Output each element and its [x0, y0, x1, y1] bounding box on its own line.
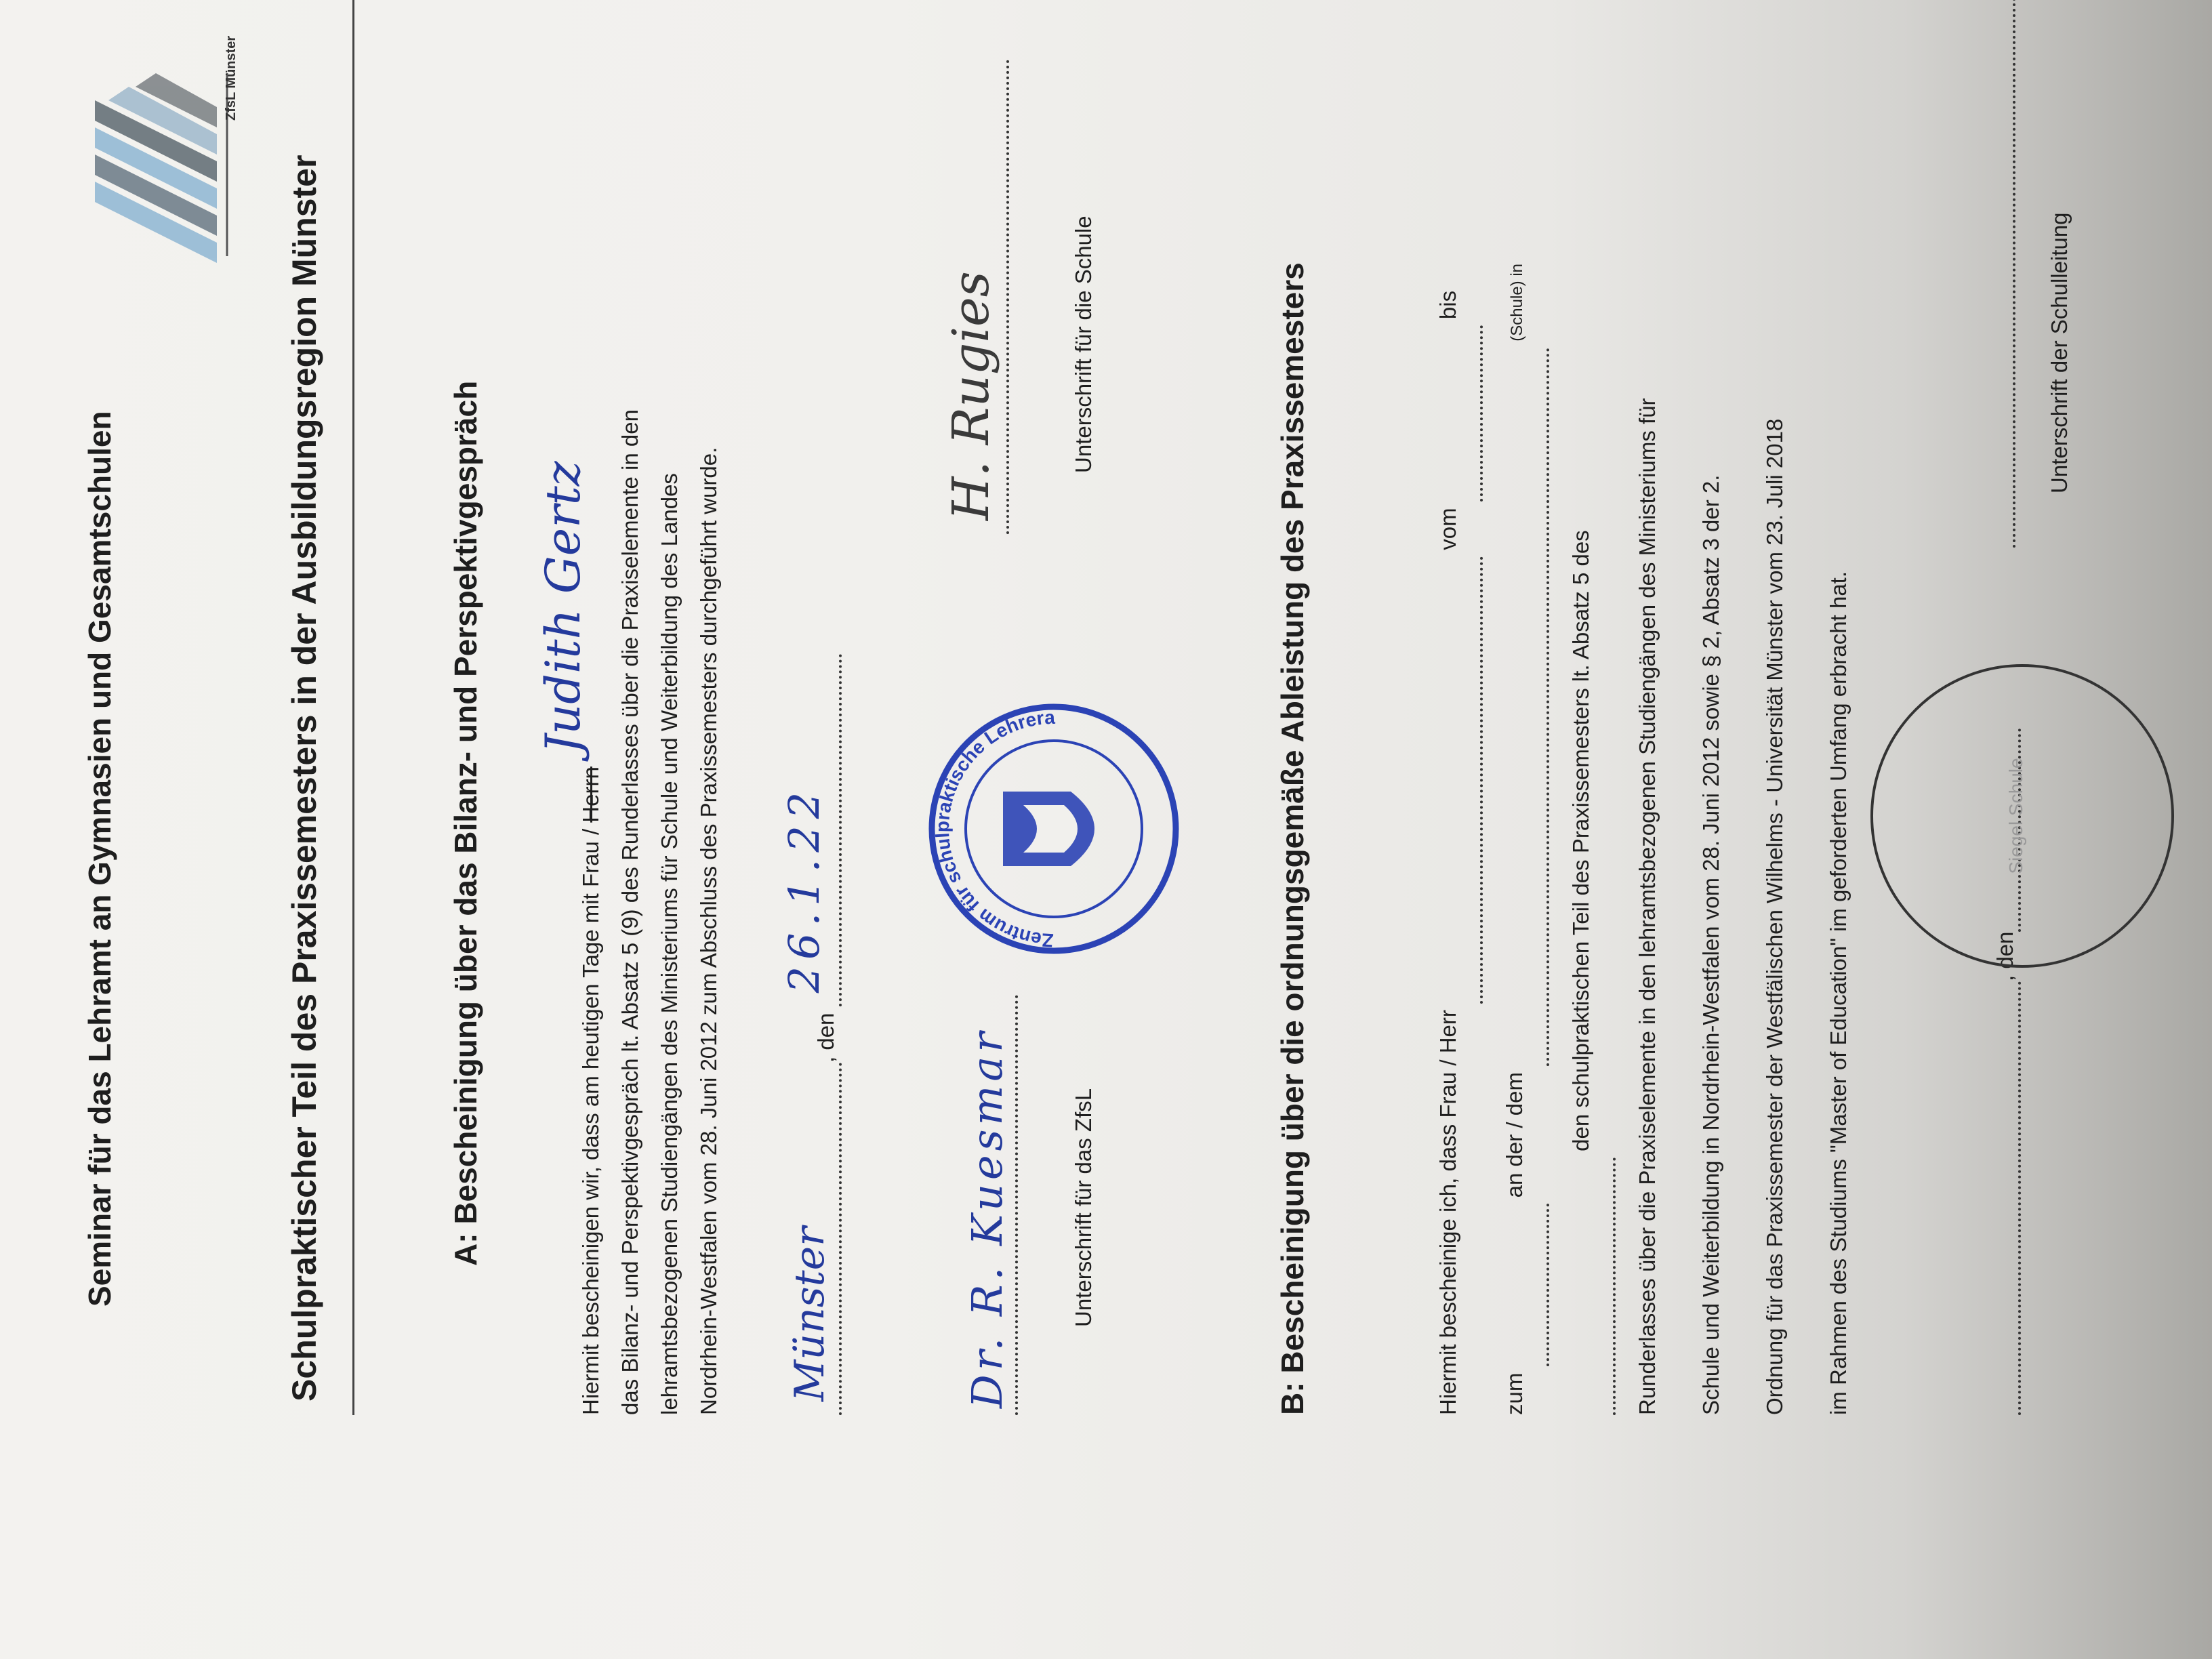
section-b-line-2 — [1483, 264, 1549, 1415]
stamp-text: Zentrum für schulpraktische Lehrera — [931, 706, 1056, 951]
seal-label: Siegel Schule — [2005, 758, 2026, 874]
den-label: , den — [813, 1012, 838, 1063]
section-a-line-4: Nordrhein-Westfalen vom 28. Juni 2012 zum Abschluss des Praxissemesters durchgeführt wurde. — [696, 447, 721, 1415]
handwritten-place: Münster — [786, 1227, 834, 1401]
school-signature-line — [1006, 60, 1009, 534]
section-b-line-1 — [1416, 264, 1483, 1415]
section-b-line-1-vom: vom — [1435, 508, 1460, 550]
school-seal-circle — [1870, 664, 2174, 968]
zfsl-signature-field — [962, 1028, 1017, 1415]
seminar-title: Seminar für das Lehramt an Gymnasien und Gesamtschulen — [82, 411, 117, 1307]
section-a-line-2: das Bilanz- und Perspektivgespräch lt. Absatz 5 (9) des Runderlasses über die Praxiselemente in den — [617, 409, 642, 1415]
section-a-line-1 — [535, 409, 611, 1415]
title-divider — [352, 0, 354, 1415]
section-b-line-1-bis: bis — [1435, 290, 1460, 320]
section-a-line-1-text: Hiermit bescheinigen wir, dass am heutigen Tage mit Frau / — [578, 828, 603, 1415]
name-field — [1416, 556, 1483, 1004]
place-field — [786, 1063, 842, 1415]
school-signature-field — [935, 60, 1010, 534]
section-b-place-field — [1992, 981, 2021, 1415]
section-b-line-5: Schule und Weiterbildung in Nordrhein-Westfalen vom 28. Juni 2012 sowie § 2, Absatz 3 der 2. — [1698, 474, 1723, 1415]
zfsl-signature-label: Unterschrift für das ZfsL — [1071, 1088, 1096, 1327]
section-b-paragraph — [1416, 264, 1870, 1415]
section-b-line-3-text: den schulpraktischen Teil des Praxissemesters lt. Absatz 5 des — [1568, 530, 1593, 1151]
section-b-line-6: Ordnung für das Praxissemester der Westfälischen Wilhelms - Universität Münster vom 23. Juli 2018 — [1762, 418, 1787, 1415]
section-b-line-3 — [1549, 264, 1616, 1415]
from-date-field — [1416, 325, 1483, 501]
date-field — [779, 654, 842, 1006]
section-b-heading: B: Bescheinigung über die ordnungsgemäße Ableistung des Praxissemesters — [1275, 262, 1310, 1415]
school-signature-label: Unterschrift für die Schule — [1071, 216, 1096, 473]
handwritten-zfsl-signature: Dr. R. Kuesmar — [962, 1028, 1012, 1408]
section-b-line-2-zum: zum — [1502, 1372, 1527, 1415]
to-date-field — [1483, 1204, 1549, 1366]
section-a-heading: A: Bescheinigung über das Bilanz- und Perspektivgespräch — [448, 380, 483, 1266]
struck-herrn: Herrn — [578, 766, 603, 823]
section-b-line-2-schule: (Schule) in — [1508, 263, 1526, 342]
handwritten-name: Judith Gertz — [535, 461, 591, 754]
principal-signature-label: Unterschrift der Schulleitung — [2047, 212, 2072, 493]
section-b-line-7: im Rahmen des Studiums "Master of Education" im geforderten Umfang erbracht hat. — [1826, 571, 1851, 1415]
city-field — [1549, 1158, 1616, 1415]
handwritten-school-signature: H. Rugies — [942, 271, 1000, 520]
zfsl-stamp — [922, 697, 1186, 961]
section-b-den-label: , den — [1992, 931, 2018, 981]
zfsl-signature-line — [1015, 995, 1018, 1415]
stamp-graphic — [922, 697, 1186, 961]
page-title: Schulpraktischer Teil des Praxissemesters in der Ausbildungsregion Münster — [285, 155, 323, 1401]
section-a-paragraph — [535, 409, 729, 1415]
section-b-line-1-a: Hiermit bescheinige ich, dass Frau / Herr — [1435, 1010, 1460, 1415]
logo-text: ZfsL Münster — [224, 35, 239, 121]
handwritten-date: 26.1.22 — [779, 785, 829, 994]
place-date-line — [779, 654, 842, 1415]
school-field — [1483, 348, 1549, 1066]
section-b-line-4: Runderlasses über die Praxiselemente in den lehramtsbezogenen Studiengängen des Ministeriums für — [1635, 398, 1660, 1415]
section-a-line-3: lehramtsbezogenen Studiengängen des Ministeriums für Schule und Weiterbildung des Landes — [657, 473, 682, 1415]
principal-signature-line — [1992, 0, 2015, 548]
zfsl-logo — [54, 35, 258, 276]
section-b-line-2-an: an der / dem — [1502, 1072, 1527, 1198]
